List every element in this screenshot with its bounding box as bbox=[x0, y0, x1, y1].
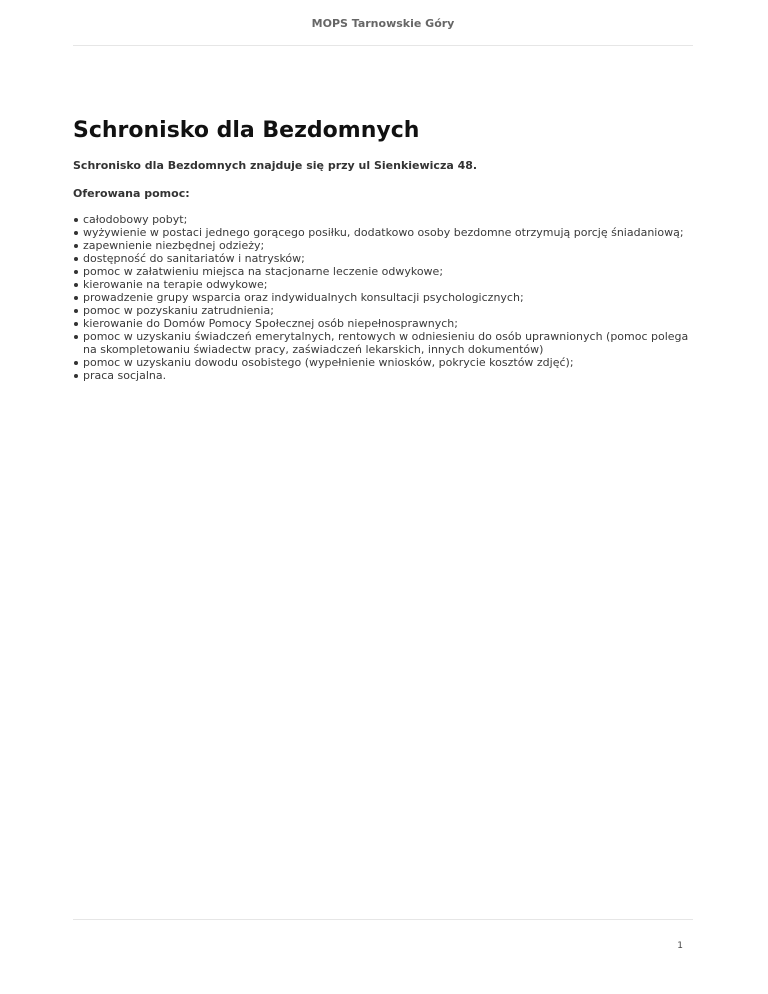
main-content bbox=[73, 114, 693, 382]
page-title: Schronisko dla Bezdomnych bbox=[73, 118, 420, 143]
list-item: kierowanie do Domów Pomocy Społecznej osób niepełnosprawnych; bbox=[83, 317, 693, 330]
help-list bbox=[73, 213, 693, 382]
list-item: prowadzenie grupy wsparcia oraz indywidualnych konsultacji psychologicznych; bbox=[83, 291, 693, 304]
list-item: pomoc w załatwieniu miejsca na stacjonarne leczenie odwykowe; bbox=[83, 265, 693, 278]
list-item: zapewnienie niezbędnej odzieży; bbox=[83, 239, 693, 252]
page-header bbox=[73, 0, 693, 46]
list-item: kierowanie na terapie odwykowe; bbox=[83, 278, 693, 291]
site-name: MOPS Tarnowskie Góry bbox=[311, 17, 455, 30]
page-number: 1 bbox=[677, 941, 683, 951]
intro-text: Schronisko dla Bezdomnych znajduje się przy ul Sienkiewicza 48. bbox=[73, 159, 478, 172]
list-item: pomoc w uzyskaniu dowodu osobistego (wypełnienie wniosków, pokrycie kosztów zdjęć); bbox=[83, 356, 693, 369]
list-item: całodobowy pobyt; bbox=[83, 213, 693, 226]
list-item: praca socjalna. bbox=[83, 369, 693, 382]
list-item: pomoc w pozyskaniu zatrudnienia; bbox=[83, 304, 693, 317]
list-item: wyżywienie w postaci jednego gorącego posiłku, dodatkowo osoby bezdomne otrzymują porcję śniadaniową; bbox=[83, 226, 693, 239]
offer-heading: Oferowana pomoc: bbox=[73, 187, 190, 200]
list-item: dostępność do sanitariatów i natrysków; bbox=[83, 252, 693, 265]
page-footer bbox=[73, 919, 693, 994]
list-item: pomoc w uzyskaniu świadczeń emerytalnych, rentowych w odniesieniu do osób uprawnionych (pomoc polega na skompletowaniu świadectw pracy, zaświadczeń lekarskich, innych dokumentów) bbox=[83, 330, 693, 356]
